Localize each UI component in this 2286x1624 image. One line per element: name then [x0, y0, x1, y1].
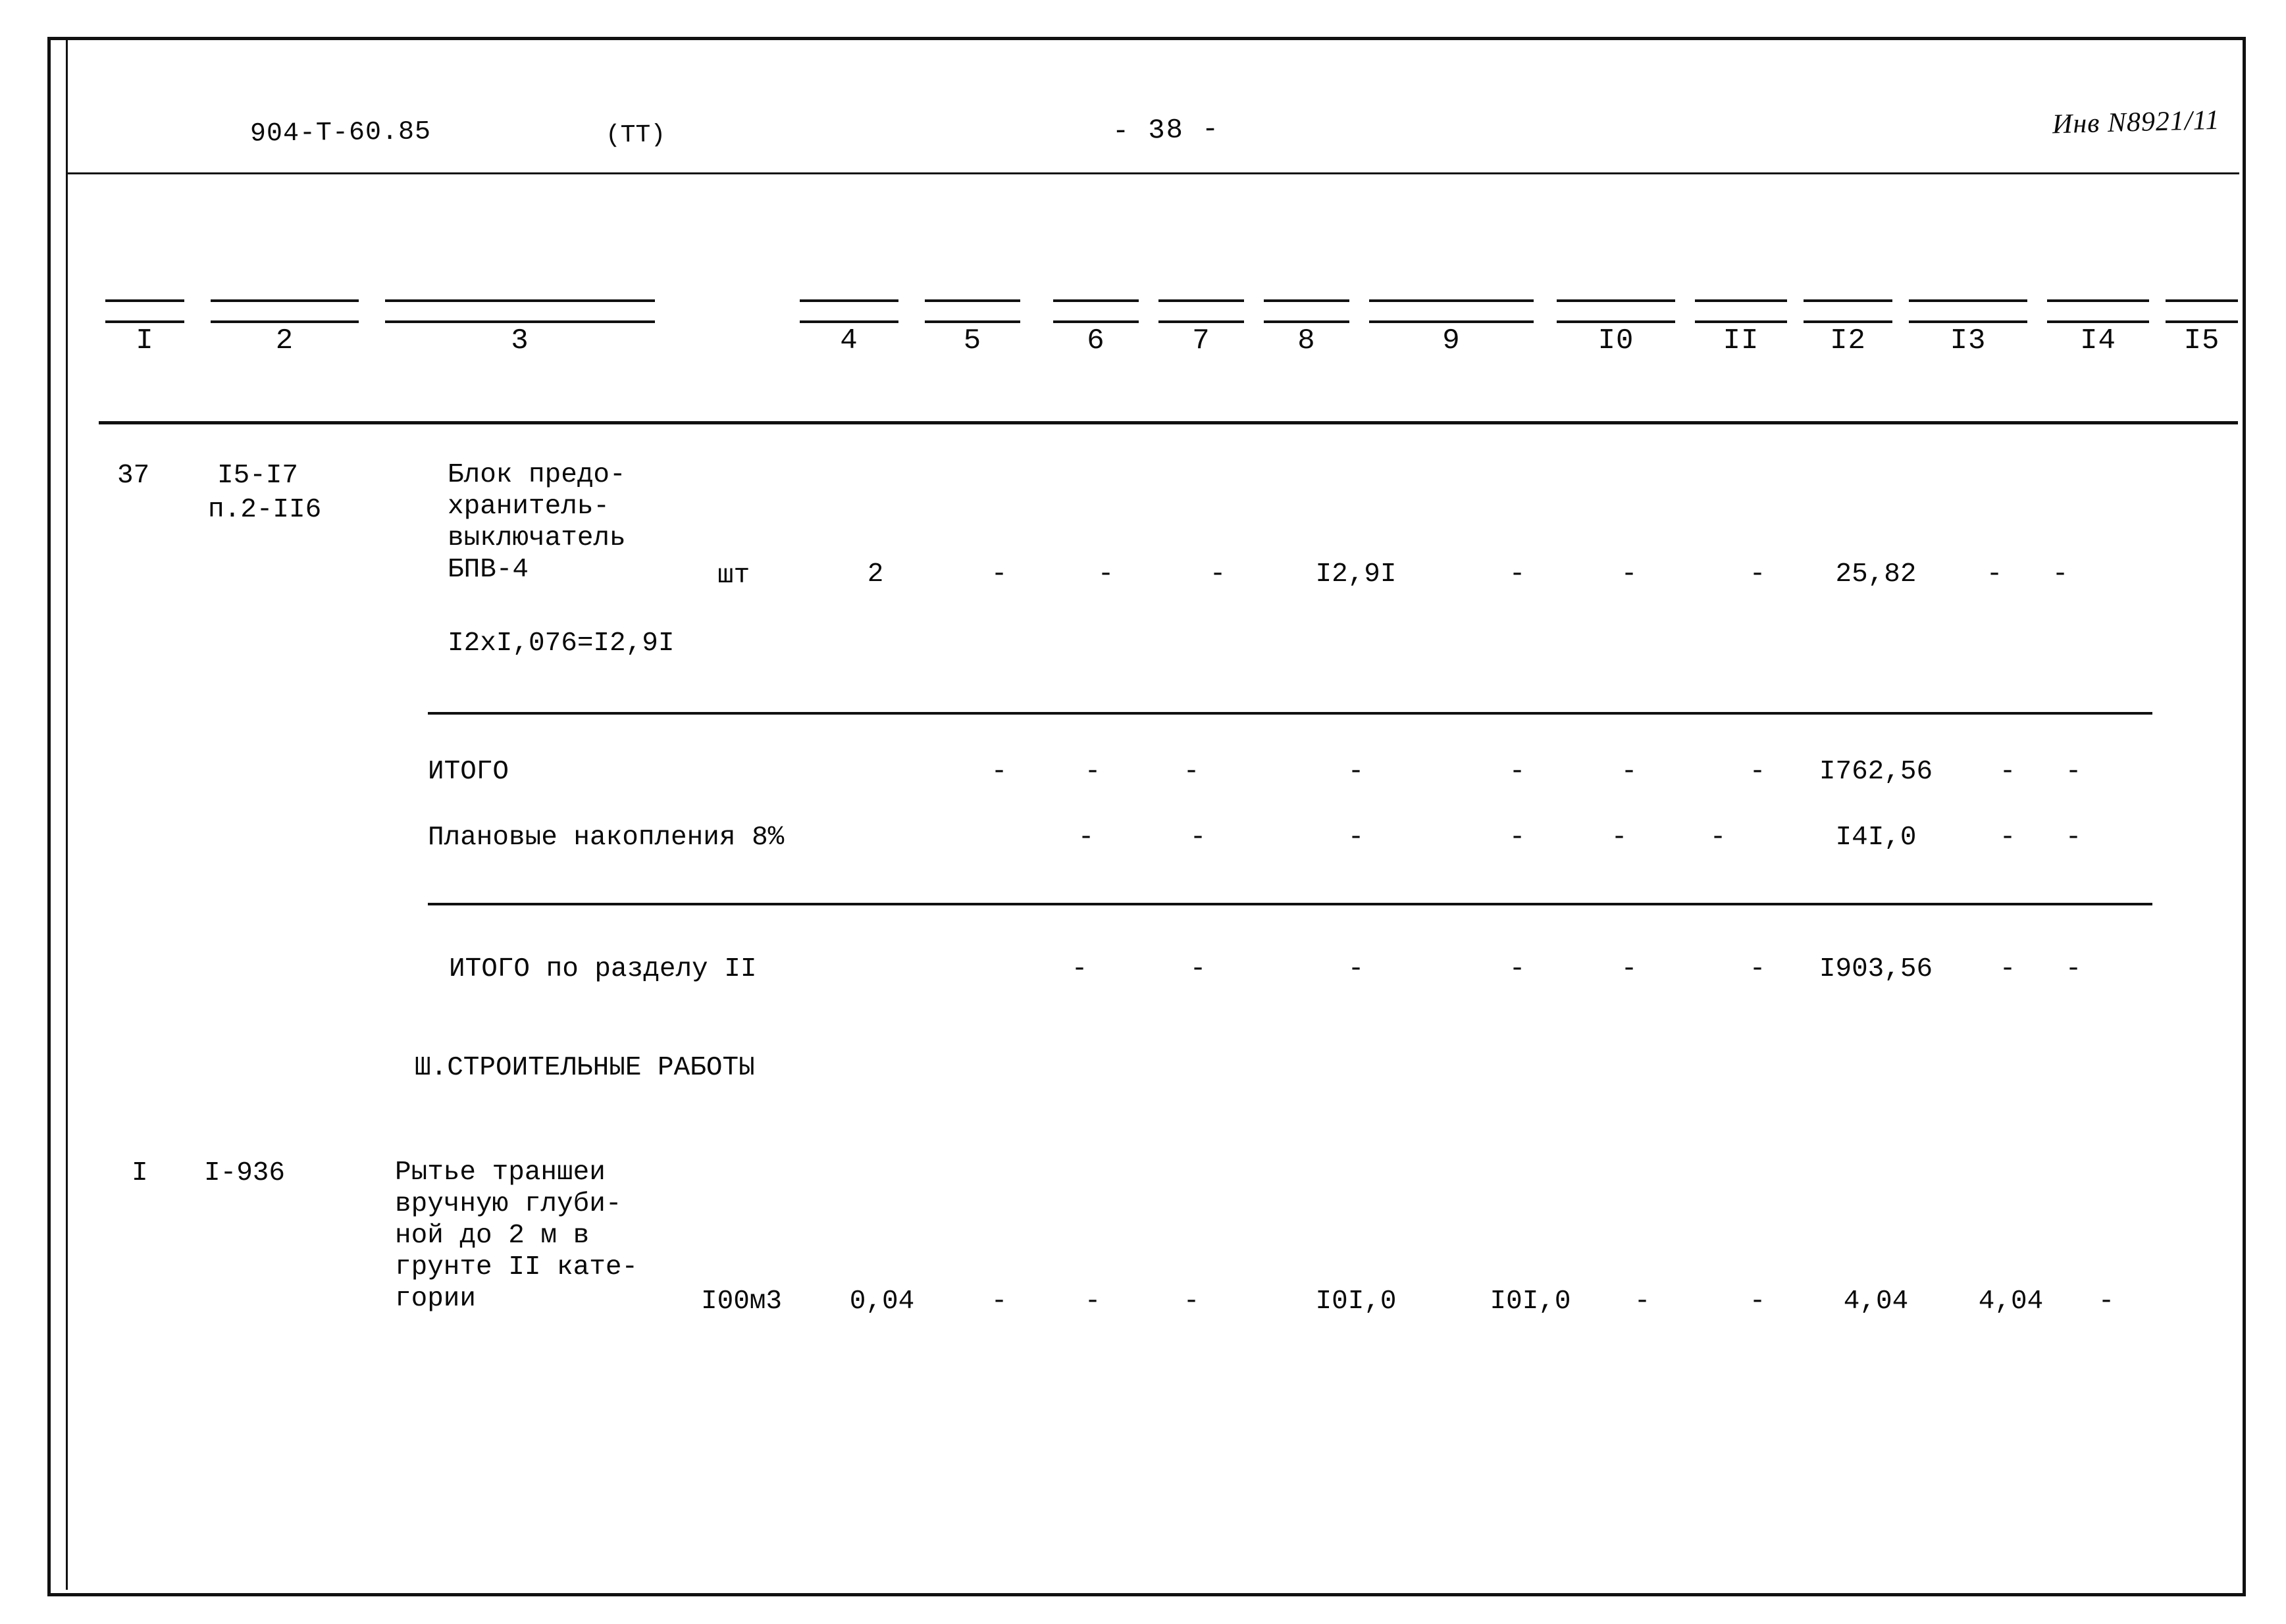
row-1-description-line3: ной до 2 м в [395, 1221, 590, 1251]
row-37-quantity: 2 [867, 559, 884, 590]
column-number-15: I5 [2183, 324, 2220, 357]
row-1-col9: I0I,0 [1315, 1286, 1397, 1317]
row-37-col7: - [1097, 559, 1114, 590]
row-1-description-line4: грунте II кате- [395, 1252, 638, 1282]
total-col6: - [991, 757, 1008, 787]
column-rule-15 [2166, 299, 2238, 323]
column-rule-10 [1557, 299, 1675, 323]
column-number-2: 2 [275, 324, 294, 357]
page-number: - 38 - [1112, 113, 1220, 147]
row-1-quantity: 0,04 [849, 1286, 915, 1317]
subtotal-divider-bottom [428, 903, 2152, 905]
row-1-unit: I00м3 [701, 1286, 783, 1317]
total-col15: - [2065, 757, 2082, 787]
total-col8: - [1183, 757, 1200, 787]
section-total-col15: - [2065, 954, 2082, 984]
row-1-col14: 4,04 [1978, 1286, 2044, 1317]
row-1-col15: - [2098, 1286, 2115, 1317]
section-total-col8: - [1189, 954, 1207, 984]
section-total-col12: - [1749, 954, 1766, 984]
column-rule-11 [1695, 299, 1787, 323]
total-col7: - [1084, 757, 1101, 787]
total-col14: - [1999, 757, 2016, 787]
row-37-col13: 25,82 [1835, 559, 1917, 590]
section-total-col7: - [1071, 954, 1088, 984]
planned-savings-col15: - [2065, 823, 2082, 853]
column-rule-5 [925, 299, 1020, 323]
column-rule-9 [1369, 299, 1534, 323]
total-col9: - [1347, 757, 1364, 787]
column-number-9: 9 [1442, 324, 1461, 357]
section-total-col10: - [1509, 954, 1526, 984]
row-1-col8: - [1183, 1286, 1200, 1317]
column-rule-2 [211, 299, 359, 323]
row-37-col10: - [1509, 559, 1526, 590]
row-37-col14: - [1986, 559, 2003, 590]
planned-savings-col12: - [1709, 823, 1727, 853]
page-header [66, 105, 2239, 171]
column-number-6: 6 [1087, 324, 1105, 357]
column-header-divider [99, 421, 2238, 424]
row-37-description-line2: хранитель- [448, 492, 610, 522]
row-37-description-line3: выключатель [448, 523, 626, 553]
planned-savings-col11: - [1611, 823, 1628, 853]
column-rule-7 [1158, 299, 1244, 323]
planned-savings-col8: - [1189, 823, 1207, 853]
row-1-col6: - [991, 1286, 1008, 1317]
row-1-code: I-936 [204, 1158, 286, 1188]
row-1-col13: 4,04 [1843, 1286, 1909, 1317]
column-rule-1 [105, 299, 184, 323]
row-1-description-line5: гории [395, 1284, 477, 1314]
total-label: ИТОГО [428, 757, 509, 787]
column-number-11: II [1723, 324, 1759, 357]
row-37-unit: шт [717, 561, 750, 591]
planned-savings-col7: - [1078, 823, 1095, 853]
planned-savings-col13: I4I,0 [1835, 823, 1917, 853]
row-37-formula: I2xI,076=I2,9I [448, 628, 675, 659]
column-rule-13 [1909, 299, 2027, 323]
row-37-col15: - [2052, 559, 2069, 590]
column-number-3: 3 [511, 324, 529, 357]
section-title: Ш.СТРОИТЕЛЬНЫЕ РАБОТЫ [415, 1053, 755, 1083]
section-total-col11: - [1621, 954, 1638, 984]
column-rule-6 [1053, 299, 1139, 323]
page-border-inner-left [66, 37, 68, 1590]
row-37-number: 37 [117, 461, 150, 491]
document-code: 904-Т-60.85 [249, 117, 432, 149]
row-1-col10: I0I,0 [1490, 1286, 1571, 1317]
planned-savings-label: Плановые накопления 8% [428, 823, 785, 853]
total-col12: - [1749, 757, 1766, 787]
column-header-band [99, 299, 2225, 372]
column-rule-12 [1804, 299, 1892, 323]
row-37-col9: I2,9I [1315, 559, 1397, 590]
row-37-col8: - [1209, 559, 1226, 590]
row-1-number: I [132, 1158, 148, 1188]
row-37-description-line1: Блок предо- [448, 460, 626, 490]
header-divider [66, 172, 2239, 174]
column-number-7: 7 [1192, 324, 1210, 357]
document-code-suffix: (ТТ) [605, 120, 666, 150]
row-37-code-line2: п.2-II6 [208, 495, 322, 525]
row-37-col6: - [991, 559, 1008, 590]
total-col13: I762,56 [1819, 757, 1933, 787]
column-number-5: 5 [963, 324, 982, 357]
planned-savings-col10: - [1509, 823, 1526, 853]
column-number-12: I2 [1830, 324, 1866, 357]
section-total-label: ИТОГО по разделу II [449, 954, 757, 984]
section-total-col9: - [1347, 954, 1364, 984]
row-37-col12: - [1749, 559, 1766, 590]
column-number-14: I4 [2080, 324, 2116, 357]
row-1-col12: - [1749, 1286, 1766, 1317]
planned-savings-col14: - [1999, 823, 2016, 853]
column-rule-4 [800, 299, 898, 323]
row-1-description-line1: Рытье траншеи [395, 1157, 606, 1188]
column-number-4: 4 [840, 324, 858, 357]
row-1-col7: - [1084, 1286, 1101, 1317]
total-col10: - [1509, 757, 1526, 787]
total-col11: - [1621, 757, 1638, 787]
row-37-code-line1: I5-I7 [217, 461, 299, 491]
section-total-col14: - [1999, 954, 2016, 984]
column-rule-14 [2047, 299, 2149, 323]
row-37-col11: - [1621, 559, 1638, 590]
inventory-number: Инв N8921/11 [2051, 105, 2220, 140]
row-37-description-line4: БПВ-4 [448, 555, 529, 585]
column-rule-3 [385, 299, 655, 323]
column-number-1: I [136, 324, 154, 357]
page-border [47, 37, 2246, 1596]
column-number-10: I0 [1598, 324, 1634, 357]
planned-savings-col9: - [1347, 823, 1364, 853]
section-total-col13: I903,56 [1819, 954, 1933, 984]
column-rule-8 [1264, 299, 1349, 323]
row-1-col11: - [1634, 1286, 1651, 1317]
column-number-13: I3 [1950, 324, 1987, 357]
row-1-description-line2: вручную глуби- [395, 1189, 622, 1219]
subtotal-divider-top [428, 712, 2152, 715]
column-number-8: 8 [1297, 324, 1316, 357]
